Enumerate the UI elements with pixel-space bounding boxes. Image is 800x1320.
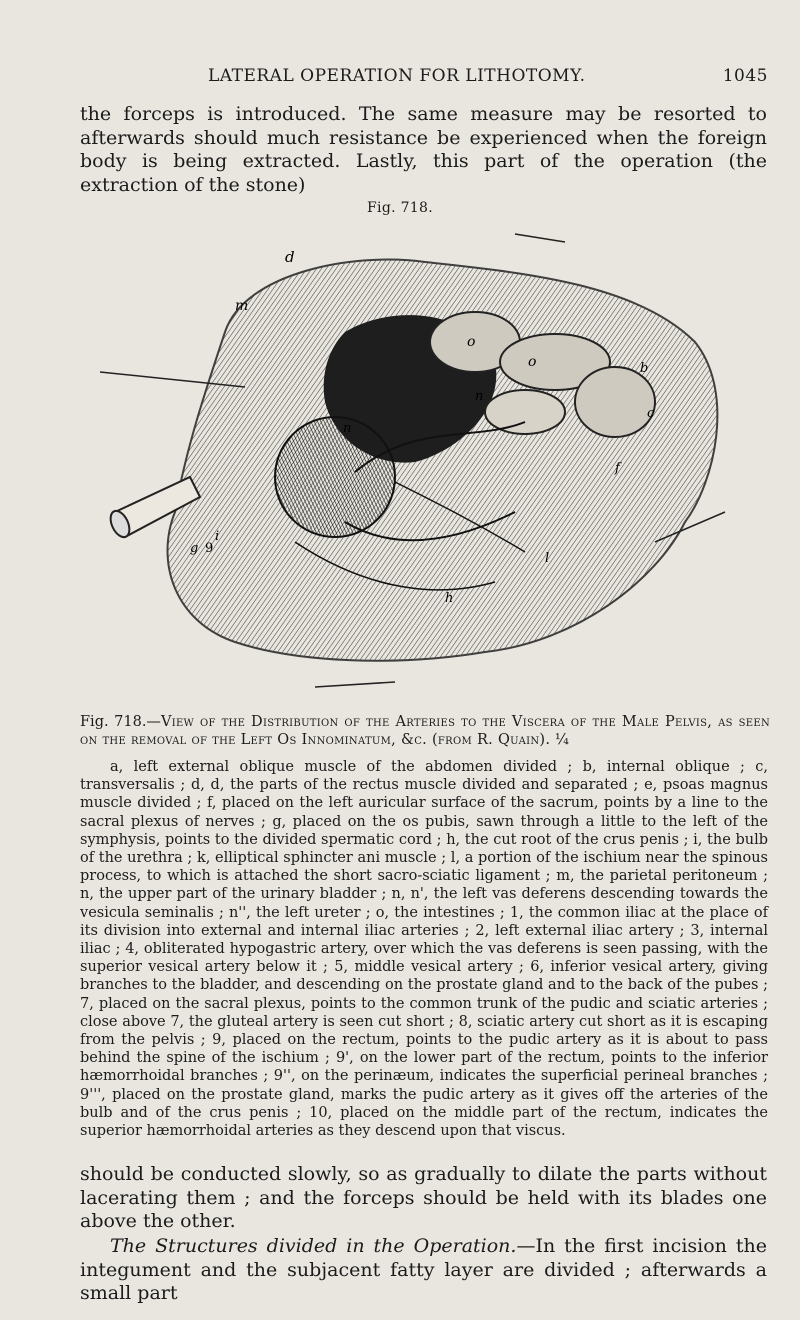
running-title: LATERAL OPERATION FOR LITHOTOMY. [208,66,586,86]
label-o-2: o [528,354,537,370]
bottom-paragraph-1: should be conducted slowly, so as gradually to dilate the parts without lacerating them ; and the forceps should be held with its blades one above the other. [80,1163,767,1232]
caption-scale: ¼ [554,732,569,748]
label-d: d [285,248,295,266]
label-b: b [640,361,649,376]
label-c: c [647,406,655,421]
label-l: l [545,551,550,566]
running-header [80,66,768,96]
bottom-paragraph-2 [80,1235,767,1306]
caption-number: Fig. 718.— [80,714,161,730]
pelvis-engraving [95,222,735,707]
label-n-2: n [475,389,484,404]
label-f: f [615,461,620,476]
label-m: m [235,298,249,314]
figure-caption [80,713,770,749]
label-g: g [190,541,199,556]
top-paragraph: the forceps is introduced. The same measure may be resorted to afterwards should much resistance be experienced when the foreign body is being extracted. Lastly, this part of the operation (the extraction of the stone) [80,103,767,196]
page-number: 1045 [722,66,768,86]
label-9: 9 [205,541,214,556]
label-n: n [343,421,352,436]
section-heading: The Structures divided in the Operation. [110,1235,517,1257]
anatomical-illustration [95,222,735,707]
section-text: —In the first incision the integument and the subjacent fatty layer are divided ; afterwards a small part [80,1235,767,1304]
label-o-1: o [467,334,476,350]
figure-label: Fig. 718. [367,200,433,216]
label-h: h [445,591,454,606]
caption-title: View of the Distribution of the Arteries to the Viscera of the Male Pelvis, as seen on the removal of the Left Os Innominatum, &c. (from R. Quain). [80,714,770,748]
label-i: i [215,529,220,544]
figure-legend: a, left external oblique muscle of the abdomen divided ; b, internal oblique ; c, transversalis ; d, d, the parts of the rectus muscle divided and separated ; e, psoas magnus muscle divided ; f, placed on the left auricular surface of the sacrum, points by a line to the sacral plexus of nerves ; g, placed on the os pubis, sawn through a little to the left of the symphysis, points to the divided spermatic cord ; h, the cut root of the crus penis ; i, the bulb of the urethra ; k, elliptical sphincter ani muscle ; l, a portion of the ischium near the spinous process, to which is attached the short sacro-sciatic ligament ; m, the parietal peritoneum ; n, the upper part of the urinary bladder ; n, n', the left vas deferens descending towards the vesicula seminalis ; n'', the left ureter ; o, the intestines ; 1, the common iliac at the place of its division into external and internal iliac arteries ; 2, left external iliac artery ; 3, internal iliac ; 4, obliterated hypogastric artery, over which the vas deferens is seen passing, with the superior vesical artery below it ; 5, middle vesical artery ; 6, inferior vesical artery, giving branches to the bladder, and descending on the prostate gland and to the back of the pubes ; 7, placed on the sacral plexus, points to the common trunk of the pudic and sciatic arteries ; close above 7, the gluteal artery is seen cut short ; 8, sciatic artery cut short as it is escaping from the pelvis ; 9, placed on the rectum, points to the pudic artery as it is about to pass behind the spine of the ischium ; 9', on the lower part of the rectum, points to the inferior hæmorrhoidal branches ; 9'', on the perinæum, indicates the superficial perineal branches ; 9''', placed on the prostate gland, marks the pudic artery as it gives off the arteries of the bulb and of the crus penis ; 10, placed on the middle part of the rectum, indicates the superior hæmorrhoidal arteries as they descend upon that viscus. [80,759,768,1140]
